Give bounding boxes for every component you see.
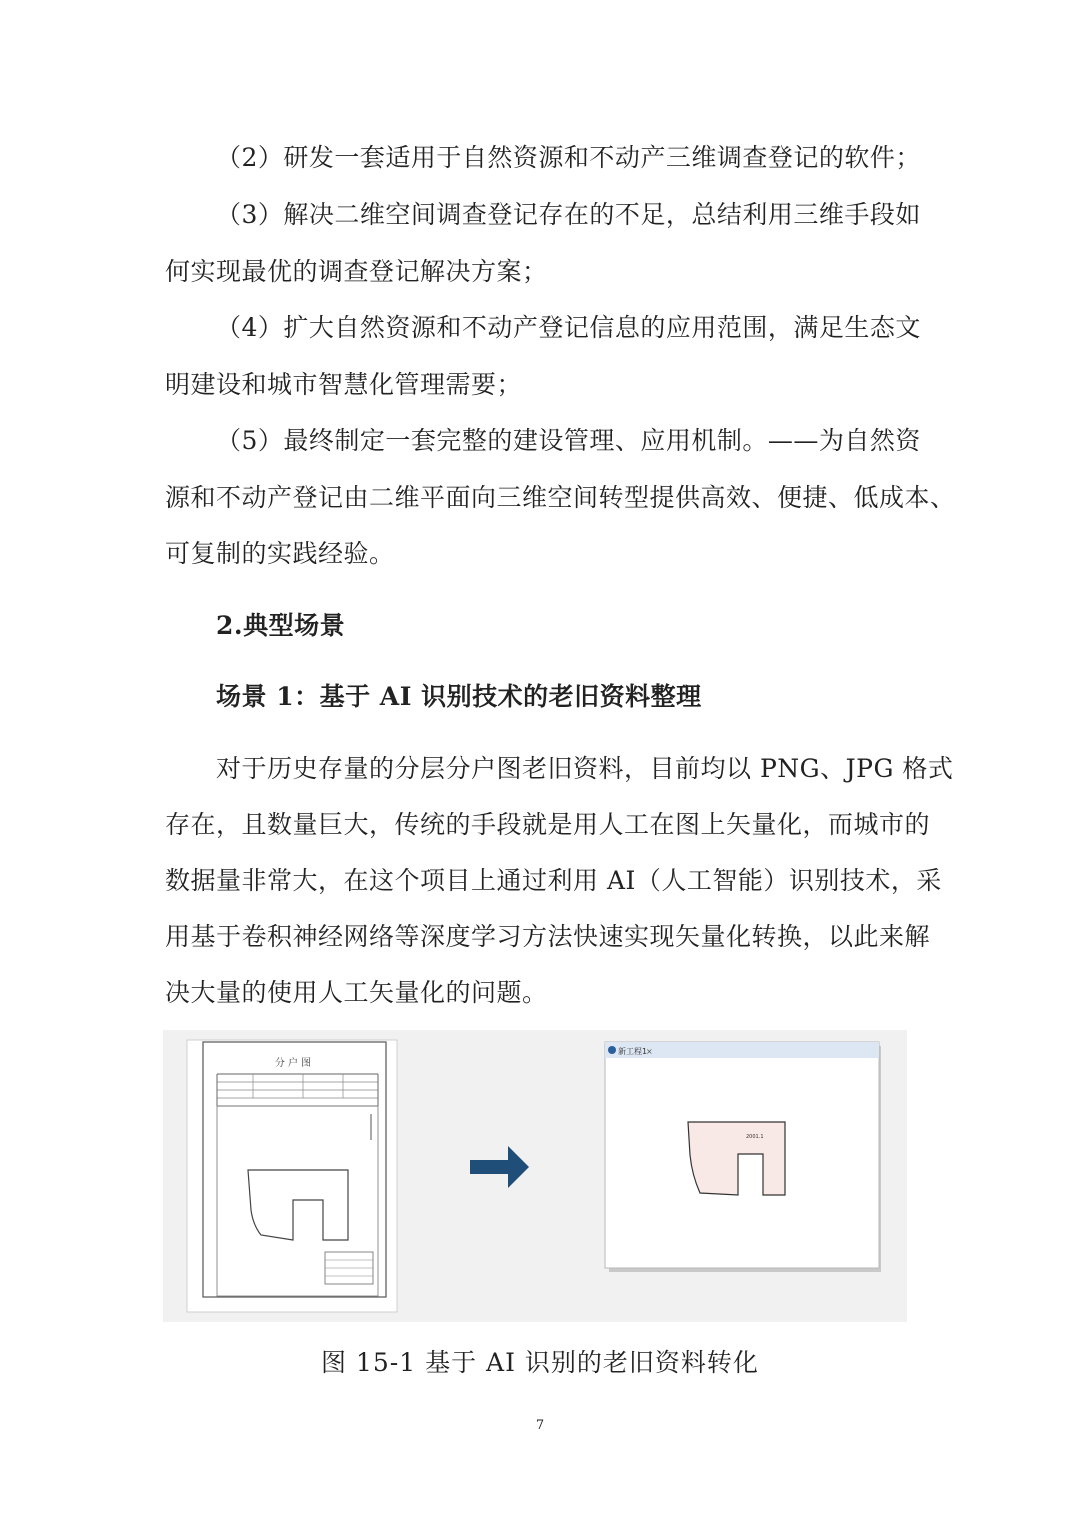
scene-heading: 场景 1：基于 AI 识别技术的老旧资料整理 bbox=[216, 682, 702, 711]
close-icon[interactable]: × bbox=[646, 1047, 653, 1056]
paragraph-item-5-line3: 可复制的实践经验。 bbox=[165, 539, 395, 568]
paragraph-item-5-line1: （5）最终制定一套完整的建设管理、应用机制。——为自然资 bbox=[216, 426, 921, 455]
project-icon bbox=[608, 1046, 616, 1054]
paragraph-item-2: （2）研发一套适用于自然资源和不动产三维调查登记的软件； bbox=[216, 143, 921, 172]
software-window bbox=[605, 1042, 881, 1272]
window-tab-label[interactable]: 新工程1 bbox=[618, 1047, 648, 1056]
paragraph-item-5-line2: 源和不动产登记由二维平面向三维空间转型提供高效、便捷、低成本、 bbox=[165, 483, 956, 512]
paragraph-item-3-line2: 何实现最优的调查登记解决方案； bbox=[165, 257, 548, 286]
paragraph-item-4-line2: 明建设和城市智慧化管理需要； bbox=[165, 370, 523, 399]
page-number: 7 bbox=[535, 1418, 545, 1433]
figure-caption: 图 15-1 基于 AI 识别的老旧资料转化 bbox=[321, 1348, 759, 1377]
room-label: 2001.1 bbox=[746, 1134, 764, 1140]
body-line-1: 对于历史存量的分层分户图老旧资料，目前均以 PNG、JPG 格式 bbox=[216, 754, 954, 783]
scan-title: 分 户 图 bbox=[274, 1058, 312, 1069]
figure-image bbox=[163, 1030, 907, 1322]
section-heading: 2.典型场景 bbox=[216, 611, 346, 640]
arrow-right-icon bbox=[470, 1146, 529, 1188]
body-line-4: 用基于卷积神经网络等深度学习方法快速实现矢量化转换，以此来解 bbox=[165, 922, 931, 951]
vectorized-room-polygon bbox=[688, 1122, 785, 1195]
body-line-2: 存在，且数量巨大，传统的手段就是用人工在图上矢量化，而城市的 bbox=[165, 810, 931, 839]
paragraph-item-4-line1: （4）扩大自然资源和不动产登记信息的应用范围，满足生态文 bbox=[216, 313, 921, 342]
paragraph-item-3-line1: （3）解决二维空间调查登记存在的不足，总结利用三维手段如 bbox=[216, 200, 921, 229]
figure-illustration bbox=[163, 1030, 907, 1322]
body-line-5: 决大量的使用人工矢量化的问题。 bbox=[165, 978, 548, 1007]
scanned-floor-plan bbox=[187, 1040, 397, 1312]
body-line-3: 数据量非常大，在这个项目上通过利用 AI（人工智能）识别技术，采 bbox=[165, 866, 942, 895]
